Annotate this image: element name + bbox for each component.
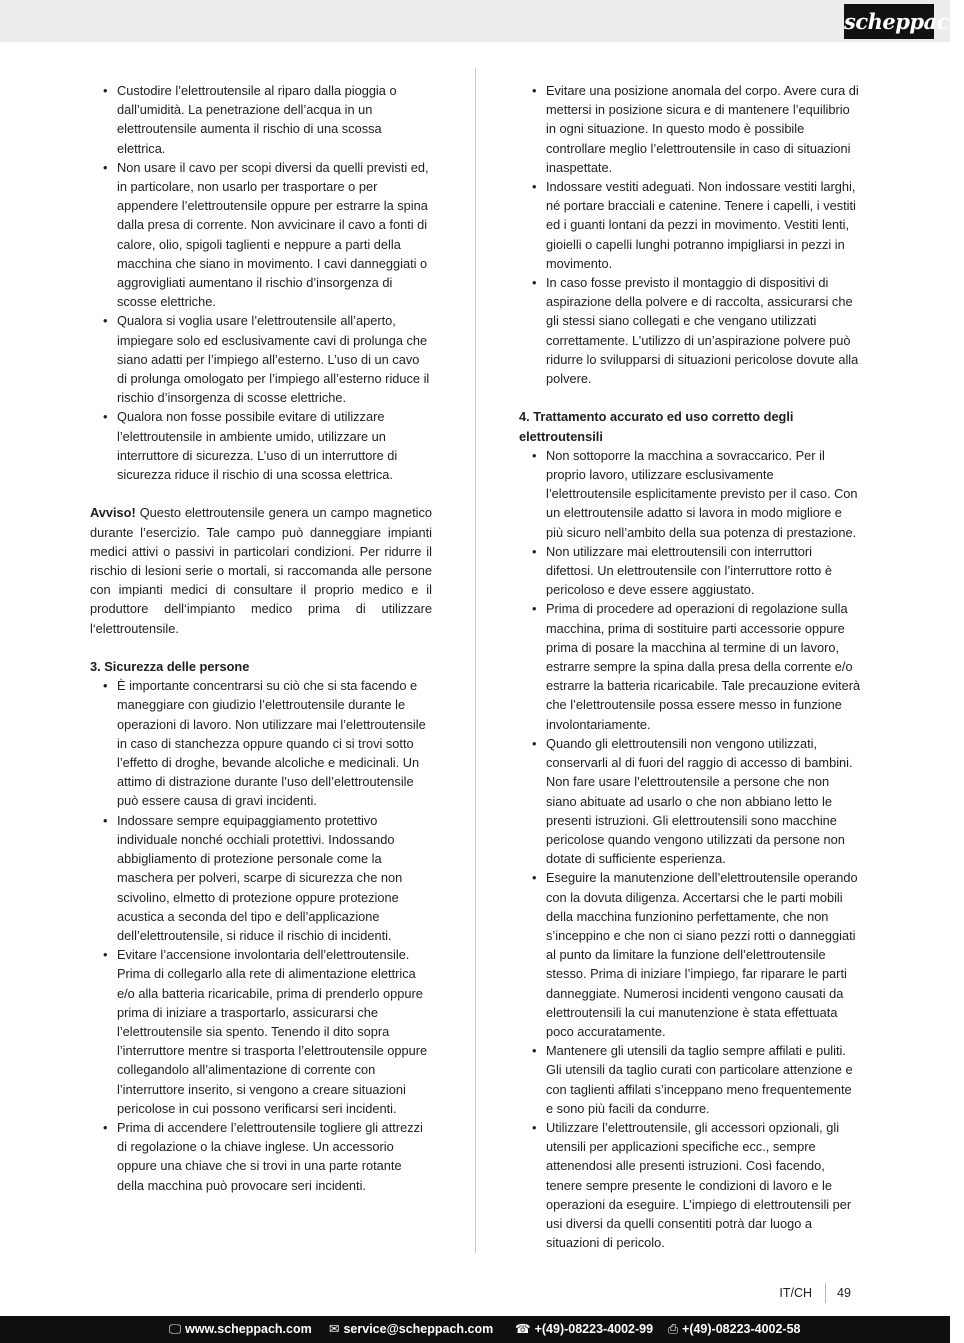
notice-text: Questo elettroutensile genera un campo magnetico durante l’esercizio. Tale campo può danneggiare impianti medici attivi o passivi in particolari condizioni. Per ridurre il rischio di lesioni serie o mortali, si raccomanda alle persone con impianti medici di consultare il proprio medico e il produttore dell‘impianto medico prima di utilizzare l‘elettroutensile. (90, 505, 432, 636)
list-item: • Non sottoporre la macchina a sovraccarico. Per il proprio lavoro, utilizzare esclusivamente l’elettroutensile esplicitamente previsto per il caso. Con un elettroutensile adatto si lavora in modo migliore e più sicuro nell’ambito della sua potenza di prestazione. (519, 446, 861, 542)
personal-safety-list-continued (519, 81, 861, 388)
list-item: • Indossare sempre equipaggiamento protettivo individuale nonché occhiali protettivi. Indossando abbigliamento di protezione personale come la maschera per polveri, scarpe di sicurezza che non scivolino, elmetto di protezione oppure protezione acustica a seconda del tipo e dell’applicazione dell’elettroutensile, si riduce il rischio di incidenti. (90, 811, 432, 945)
monitor-icon: 🖵 (169, 1322, 182, 1336)
footer-divider (825, 1283, 826, 1303)
list-item: • Qualora non fosse possibile evitare di utilizzare l’elettroutensile in ambiente umido, utilizzare un interruttore di sicurezza. L’uso di un interruttore di sicurezza riduce il rischio di una scossa elettrica. (90, 407, 432, 484)
notice-label: Avviso! (90, 505, 136, 521)
tool-handling-list (519, 446, 861, 1253)
phone-contact (515, 1316, 653, 1343)
website-link[interactable]: www.scheppach.com (185, 1322, 312, 1336)
column-divider (475, 68, 476, 1253)
list-item: • In caso fosse previsto il montaggio di dispositivi di aspirazione della polvere e di raccolta, assicurarsi che gli stessi siano collegati e che vengano utilizzati correttamente. L’utilizzo di un’aspirazione polvere può ridurre lo svilupparsi di situazioni pericolose dovute alla polvere. (519, 273, 861, 388)
envelope-icon: ✉ (329, 1322, 340, 1336)
phone-icon: ☎ (515, 1322, 531, 1336)
list-item: • Custodire l’elettroutensile al riparo dalla pioggia o dall’umidità. La penetrazione dell’acqua in un elettroutensile aumenta il rischio di una scossa elettrica. (90, 81, 432, 158)
phone-number: +(49)-08223-4002-99 (534, 1322, 654, 1336)
electrical-safety-list (90, 81, 432, 484)
list-item: • Evitare l’accensione involontaria dell’elettroutensile. Prima di collegarlo alla rete di alimentazione elettrica e/o alla batteria ricaricabile, prima di prenderlo oppure prima di iniziare a trasportarlo, assicurarsi che l’elettroutensile sia spento. Tenendo il dito sopra l’interruttore mentre si trasporta l’elettroutensile oppure collegandolo all’alimentazione di corrente con l’interruttore inserito, si vengono a creare situazioni pericolose in cui possono verificarsi seri incidenti. (90, 945, 432, 1118)
list-item: • Qualora si voglia usare l’elettroutensile all’aperto, impiegare solo ed esclusivamente cavi di prolunga che siano adatti per l’impiego all’esterno. L’uso di un cavo di prolunga omologato per l’impiego all’esterno riduce il rischio d’insorgenza di scosse elettriche. (90, 311, 432, 407)
personal-safety-list (90, 676, 432, 1194)
list-item: • Prima di accendere l’elettroutensile togliere gli attrezzi di regolazione o la chiave inglese. Un accessorio oppure una chiave che si trovi in una parte rotante della macchina può provocare seri incidenti. (90, 1118, 432, 1195)
list-item: • Eseguire la manutenzione dell’elettroutensile operando con la dovuta diligenza. Accertarsi che le parti mobili della macchina funzionino perfettamente, che non s’inceppino e che non ci siano pezzi rotti o danneggiati al punto da limitare la funzione dell’elettroutensile stesso. Prima di iniziare l’impiego, far riparare le parti danneggiate. Numerosi incidenti vengono causati da elettroutensili la cui manutenzione è stata effettuata poco accuratamente. (519, 868, 861, 1041)
fax-icon: ⎙ (668, 1322, 679, 1336)
magnetic-field-notice (90, 503, 432, 637)
list-item: • È importante concentrarsi su ciò che si sta facendo e maneggiare con giudizio l’elettroutensile durante le operazioni di lavoro. Non utilizzare mai l’elettroutensile in caso di stanchezza oppure quando ci si trovi sotto l’effetto di droghe, bevande alcoliche e medicinali. Un attimo di distrazione durante l’uso dell’elettroutensile può essere causa di gravi incidenti. (90, 676, 432, 810)
left-column (90, 81, 432, 1195)
right-column (519, 81, 861, 1252)
list-item: • Non usare il cavo per scopi diversi da quelli previsti ed, in particolare, non usarlo per trasportare o per appendere l’elettroutensile oppure per estrarre la spina dalla presa di corrente. Non avvicinare il cavo a fonti di calore, olio, spigoli taglienti e neppure a parti della macchina che siano in movimento. I cavi danneggiati o aggrovigliati aumentano il rischio d’insorgenza di scosse elettriche. (90, 158, 432, 312)
page-number: 49 (837, 1286, 851, 1300)
fax-contact (668, 1316, 801, 1343)
list-item: • Quando gli elettroutensili non vengono utilizzati, conservarli al di fuori del raggio di accesso di bambini. Non fare usare l’elettroutensile a persone che non siano abituate ad usarlo o che non abbiano letto le presenti istruzioni. Gli elettroutensili sono macchine pericolose quando vengono utilizzati da persone non dotate di sufficiente esperienza. (519, 734, 861, 868)
section-3-title: 3. Sicurezza delle persone (90, 659, 250, 675)
list-item: • Mantenere gli utensili da taglio sempre affilati e puliti. Gli utensili da taglio curati con particolare attenzione e con taglienti affilati s’inceppano meno frequentemente e sono più facili da condurre. (519, 1041, 861, 1118)
website-contact[interactable] (169, 1316, 312, 1343)
page-footer (0, 1283, 950, 1303)
list-item: • Non utilizzare mai elettroutensili con interruttori difettosi. Un elettroutensile con l’interruttore rotto è pericoloso e deve essere aggiustato. (519, 542, 861, 600)
email-link[interactable]: service@scheppach.com (343, 1322, 494, 1336)
list-item: • Prima di procedere ad operazioni di regolazione sulla macchina, prima di sostituire parti accessorie oppure prima di posare la macchina al termine di un lavoro, estrarre sempre la spina dalla presa della corrente e/o estrarre la batteria ricaricabile. Tale precauzione eviterà che l’elettroutensile possa essere messo in funzione involontariamente. (519, 599, 861, 733)
header-bar (0, 0, 964, 42)
email-contact[interactable] (329, 1316, 493, 1343)
section-4-title: 4. Trattamento accurato ed uso corretto degli elettroutensili (519, 409, 794, 444)
language-code: IT/CH (779, 1286, 812, 1300)
contact-bar (0, 1316, 950, 1343)
brand-logo: scheppach (844, 4, 934, 39)
list-item: • Evitare una posizione anomala del corpo. Avere cura di mettersi in posizione sicura e di mantenere l’equilibrio in ogni situazione. In questo modo è possibile controllare meglio l’elettroutensile in caso di situazioni inaspettate. (519, 81, 861, 177)
list-item: • Indossare vestiti adeguati. Non indossare vestiti larghi, né portare bracciali e catenine. Tenere i capelli, i vestiti ed i guanti lontani da pezzi in movimento. Vestiti lenti, gioielli o capelli lunghi potranno impigliarsi in pezzi in movimento. (519, 177, 861, 273)
list-item: • Utilizzare l’elettroutensile, gli accessori opzionali, gli utensili per applicazioni specifiche ecc., sempre attenendosi alle presenti istruzioni. Così facendo, tenere sempre presente le condizioni di lavoro e le operazioni da eseguire. L’impiego di elettroutensili per usi diversi da quelli consentiti potrà dar luogo a situazioni di pericolo. (519, 1118, 861, 1252)
fax-number: +(49)-08223-4002-58 (682, 1322, 801, 1336)
